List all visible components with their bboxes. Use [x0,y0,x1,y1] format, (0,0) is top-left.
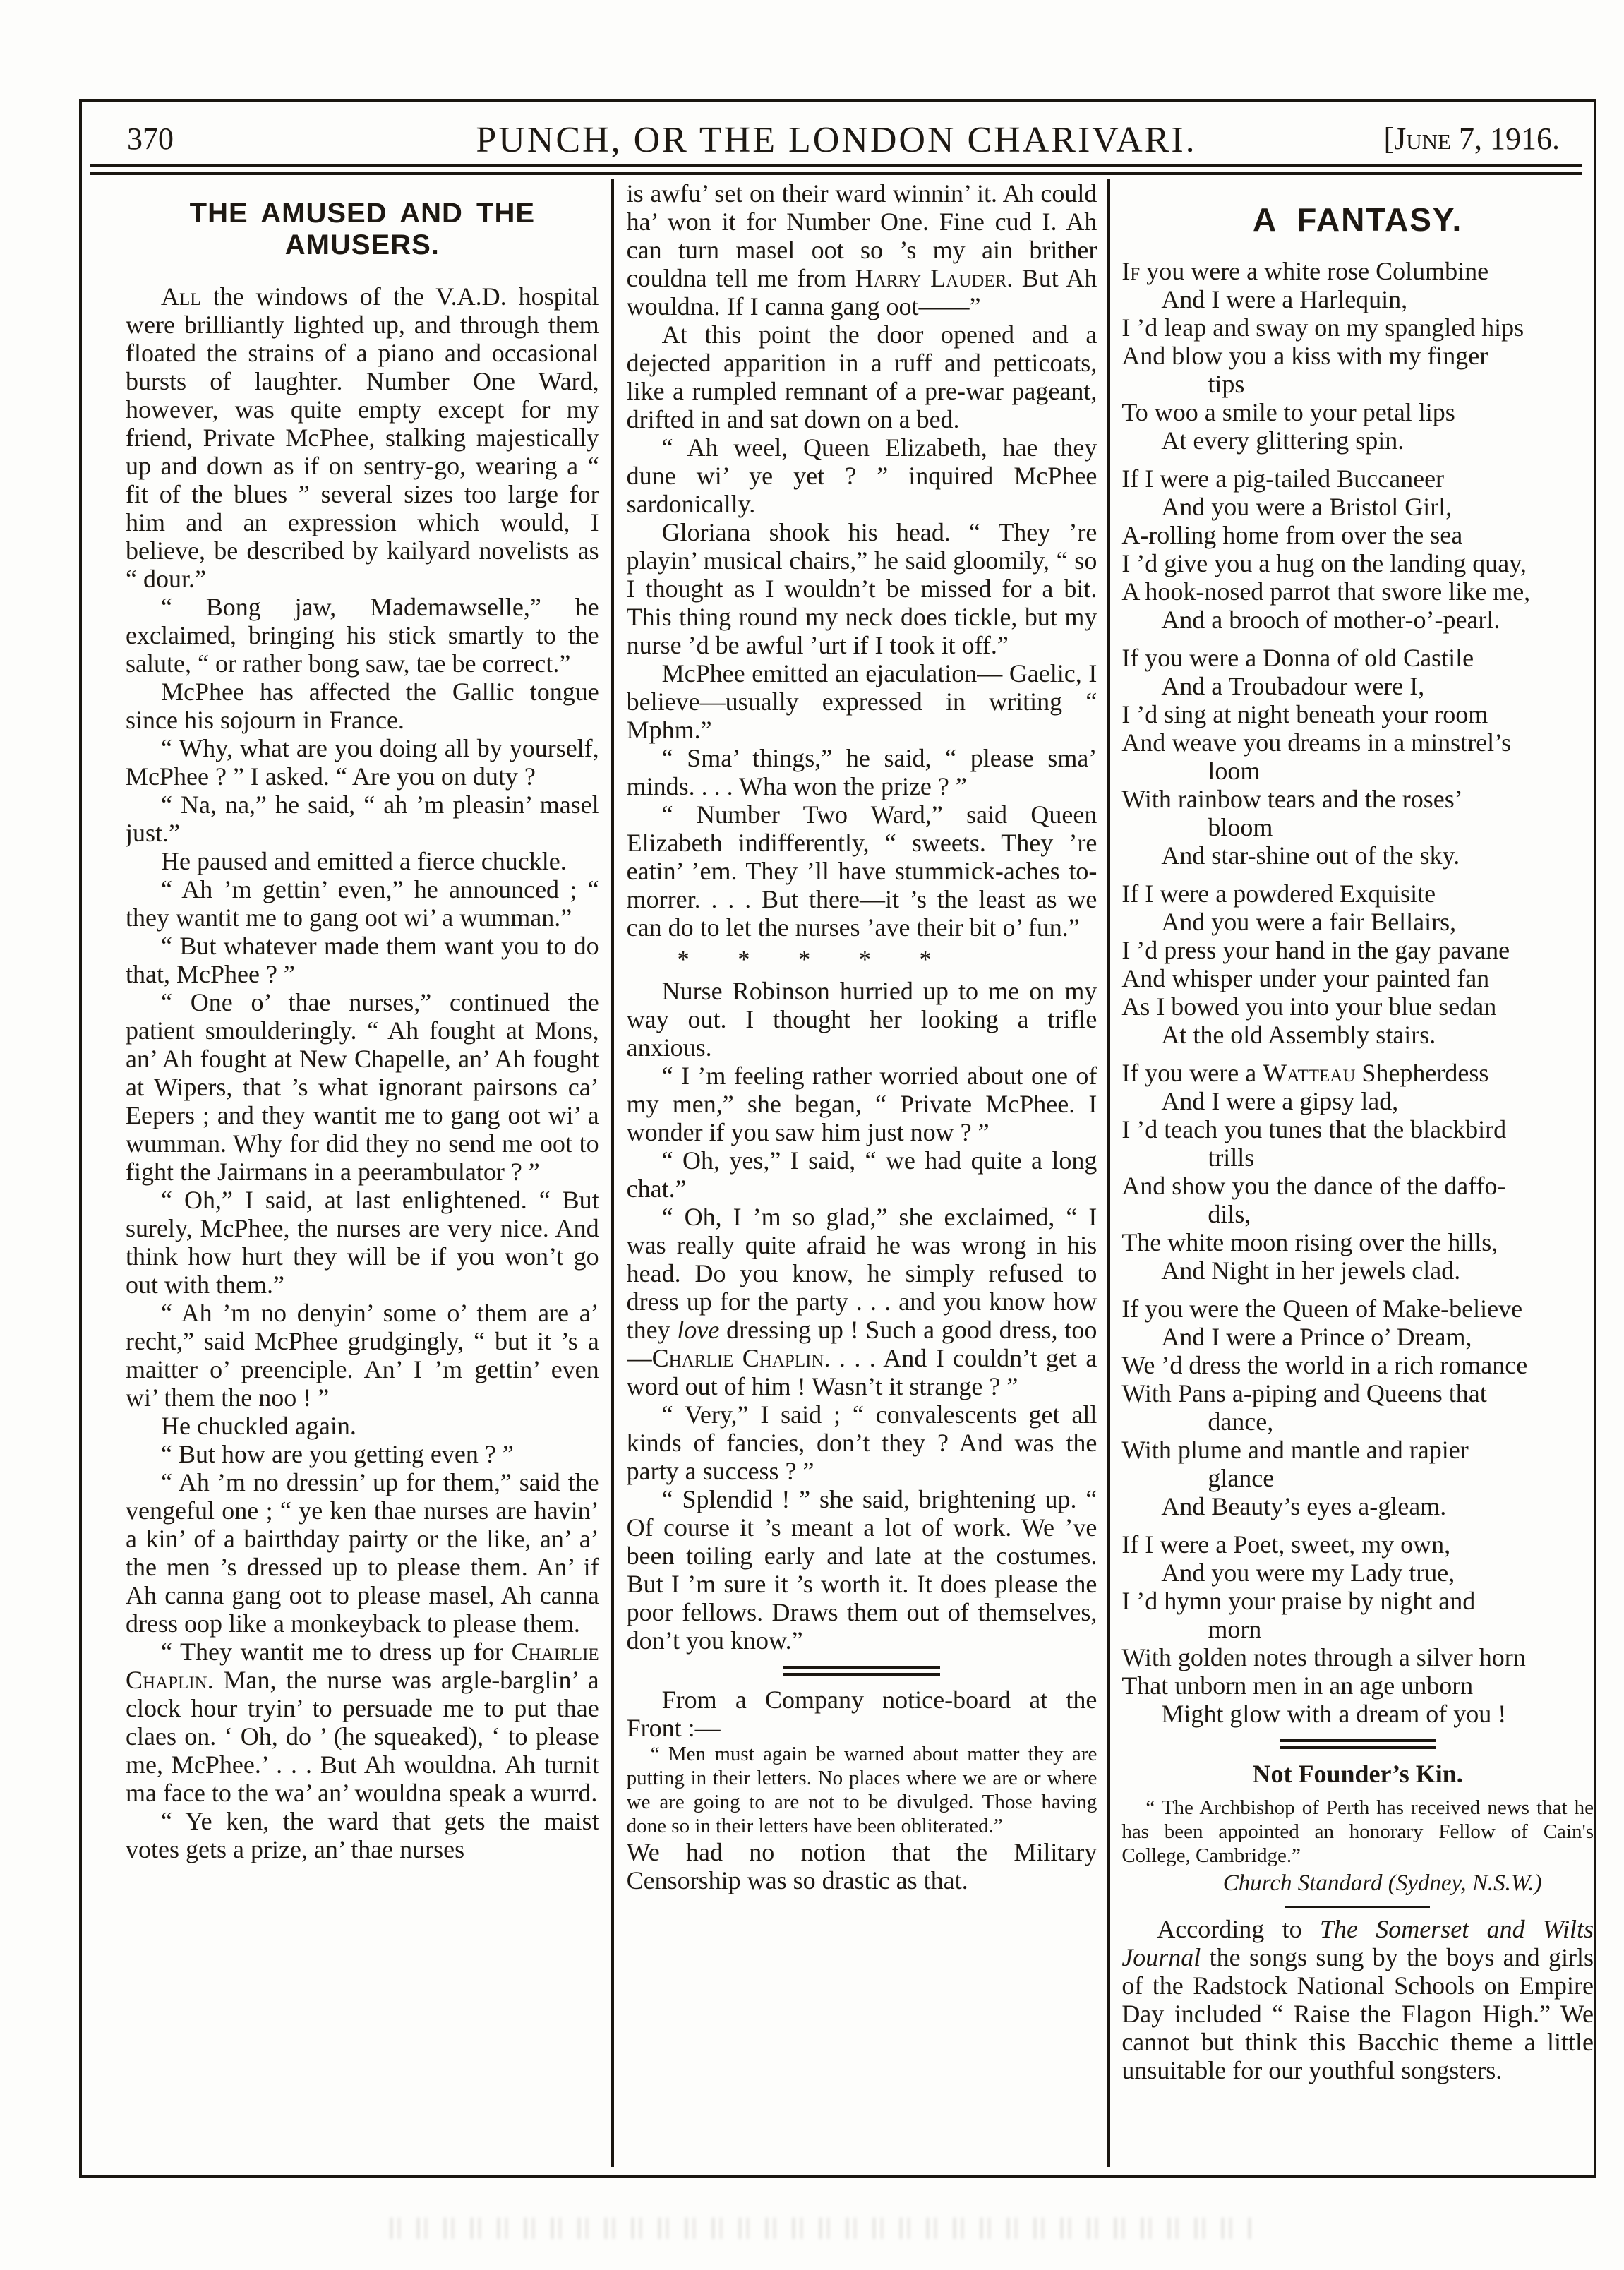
paragraph: “ Oh, I ’m so glad,” she exclaimed, “ I was really quite afraid he was wrong in his head. Do you know, he simply refused to dress up for the party . . . and you know how they love dressing up ! Such a good dress, too—Charlie Chaplin. . . . And I couldn’t get a word out of him ! Wasn’t it strange ? ” [626,1203,1097,1400]
paragraph: “ Bong jaw, Mademawselle,” he exclaimed, bringing his stick smartly to the salute, “ or rather bong saw, tae be correct.” [126,593,599,678]
poem-line: And star-shine out of the sky. [1161,841,1460,870]
paragraph: McPhee emitted an ejaculation— Gaelic, I believe—usually expressed in writing “ Mphm.” [626,659,1097,744]
column-1 [126,179,599,2167]
section-break-stars [678,947,932,973]
column-2-text-bottom [627,977,1097,1655]
poem-stanza [1121,1295,1594,1520]
poem-line: We ’d dress the world in a rich romance [1121,1351,1528,1379]
poem-line: dils, [1208,1200,1251,1228]
poem-line: glance [1208,1464,1275,1492]
paragraph: McPhee has affected the Gallic tongue since his sojourn in France. [126,678,599,734]
paragraph: He chuckled again. [161,1412,356,1440]
poem-line: If I were a Poet, sweet, my own, [1121,1530,1451,1559]
column-rule-1 [611,179,614,2167]
poem-line: As I bowed you into your blue sedan [1121,992,1497,1021]
poem-line: Might glow with a dream of you ! [1161,1700,1507,1728]
column-1-text [126,282,599,1863]
poem-line: With Pans a-piping and Queens that [1121,1379,1487,1407]
poem-line: At the old Assembly stairs. [1161,1021,1436,1049]
poem-line: And you were a Bristol Girl, [1161,493,1452,521]
column-2 [627,179,1097,2167]
paragraph: “ Sma’ things,” he said, “ please sma’ minds. . . . Wha won the prize ? ” [626,744,1097,800]
poem-stanza [1121,464,1594,634]
paragraph: “ Oh,” I said, at last enlightened. “ But surely, McPhee, the nurses are very nice. And think how hurt they will be if you won’t go out with them.” [126,1186,599,1299]
poem-line: At every glittering spin. [1161,426,1405,455]
poem-line: A hook-nosed parrot that swore like me, [1121,577,1531,606]
column-layout [85,179,1594,2167]
asterisk: * [858,947,871,973]
poem-line: And Night in her jewels clad. [1161,1256,1461,1285]
poem-stanza [1121,879,1594,1049]
somerset-paragraph: According to The Somerset and Wilts Journal the songs sung by the boys and girls of the Radstock National Schools on Empire Day included “ Raise the Flagon High.” We cannot but think this Bacchic theme a little unsuitable for our youthful songsters. [1121,1915,1594,2084]
paragraph: “ Ah ’m gettin’ even,” he announced ; “ they wantit me to gang oot wi’ a wumman.” [126,875,599,932]
founders-kin-heading: Not Founder’s Kin. [1252,1760,1463,1788]
poem-line: If you were a Donna of old Castile [1121,644,1474,672]
paragraph: is awfu’ set on their ward winnin’ it. Ah could ha’ won it for Number One. Fine cud I. Ah can turn masel oot so ’s my ain brither couldna tell me from Harry Lauder. But Ah wouldna. If I canna gang oot——” [626,179,1097,320]
poem-line: And I were a gipsy lad, [1161,1087,1399,1115]
poem-line: And you were my Lady true, [1161,1559,1455,1587]
poem-line: And you were a fair Bellairs, [1161,908,1457,936]
poem-line: A-rolling home from over the sea [1121,521,1463,549]
poem-line: dance, [1208,1407,1274,1436]
section-single-rule [1285,1906,1430,1908]
paragraph: “ Very,” I said ; “ convalescents get all kinds of fancies, don’t they ? And was the party a success ? ” [626,1400,1097,1485]
paragraph: “ Number Two Ward,” said Queen Elizabeth indifferently, “ sweets. They ’re eatin’ ’em. They ’ll have stummick-aches to-morrer. . . . But there—it ’s the least as we can do to let the nurses ’ave their bit o’ fun.” [626,800,1097,942]
paragraph: “ Ah ’m no denyin’ some o’ them are a’ recht,” said McPhee grudgingly, “ but it ’s a maitter o’ preenciple. An’ I ’m gettin’ even wi’ them the noo ! ” [126,1299,599,1412]
paragraph: “ Splendid ! ” she said, brightening up. “ Of course it ’s meant a lot of work. We ’ve been toiling early and late at the costumes. But I ’m sure it ’s worth it. It does please the poor fellows. Draws them out of themselves, don’t you know.” [626,1485,1097,1655]
poem-line: bloom [1208,813,1273,841]
publication-title: PUNCH, OR THE LONDON CHARIVARI. [476,120,1197,160]
quote-attribution: Church Standard (Sydney, N.S.W.) [1222,1870,1542,1896]
page-header [82,103,1591,162]
poem-line: And a Troubadour were I, [1161,672,1425,700]
paragraph: “ One o’ thae nurses,” continued the patient smoulderingly. “ Ah fought at Mons, an’ Ah fought at New Chapelle, an’ Ah fought at Wipers, that ’s what ignorant pairsons ca’ Eepers ; and they wantit me to gang oot wi’ a wumman. Why for did they no send me oot to fight the Jairmans in a peerambulator ? ” [126,988,599,1186]
poem-line: With rainbow tears and the roses’ [1121,785,1463,813]
poem-line: With golden notes through a silver horn [1121,1643,1526,1671]
header-double-rule [90,164,1582,175]
poem-line: If you were the Queen of Make-believe [1121,1295,1523,1323]
poem-line: And Beauty’s eyes a-gleam. [1161,1492,1447,1520]
paragraph: “ Ah weel, Queen Elizabeth, hae they dune wi’ ye yet ? ” inquired McPhee sardonically. [626,433,1097,518]
poem-title: A FANTASY. [1253,201,1463,238]
paragraph: “ Na, na,” he said, “ ah ’m pleasin’ masel just.” [126,791,599,847]
section-double-rule [783,1666,940,1676]
asterisk: * [798,947,811,973]
paragraph: At this point the door opened and a dejected apparition in a ruff and petticoats, like a rumpled remnant of a pre-war pageant, drifted in and sat down on a bed. [626,320,1097,433]
poem-line: And blow you a kiss with my finger [1121,342,1488,370]
paragraph: Gloriana shook his head. “ They ’re playin’ musical chairs,” he said gloomily, “ so I thought as I wouldn’t be missed for a bit. This thing round my neck does tickle, but my nurse ’d be awful ’urt if I took it off.” [626,518,1097,659]
paragraph: “ I ’m feeling rather worried about one of my men,” she began, “ Private McPhee. I wonder if you saw him just now ? ” [626,1062,1097,1146]
poem-line: And whisper under your painted fan [1121,964,1490,992]
page-number: 370 [127,121,174,156]
column-2-text-top [627,179,1097,942]
poem-line: That unborn men in an age unborn [1121,1671,1474,1700]
paragraph: “ Oh, yes,” I said, “ we had quite a long chat.” [626,1146,1097,1203]
poem-line: And a brooch of mother-o’-pearl. [1161,606,1500,634]
poem-line: If you were a Watteau Shepherdess [1121,1059,1489,1087]
paragraph: Nurse Robinson hurried up to me on my way out. I thought her looking a trifle anxious. [626,977,1097,1062]
poem-line: I ’d teach you tunes that the blackbird [1121,1115,1507,1143]
poem-line: morn [1208,1615,1262,1643]
notice-quote: “ Men must again be warned about matter they are putting in their letters. No places where we are or where we are going to are not to be divulged. Those having done so in their letters have been obliterated.” [626,1743,1097,1837]
section-double-rule [1280,1739,1436,1749]
poem-line: trills [1208,1143,1255,1172]
poem [1121,257,1594,1728]
poem-stanza [1121,644,1594,870]
poem-stanza [1121,1059,1594,1285]
poem-line: If I were a powdered Exquisite [1121,879,1436,908]
notice-intro: From a Company notice-board at the Front :— [626,1686,1097,1742]
paragraph: “ Ye ken, the ward that gets the maist votes gets a prize, an’ thae nurses [126,1807,599,1863]
asterisk: * [677,947,690,973]
founders-kin-quote: “ The Archbishop of Perth has received news that he has been appointed an honorary Fellow of Cain's College, Cambridge.” [1121,1796,1594,1867]
article-title: THE AMUSED AND THE AMUSERS. [189,198,536,260]
poem-line: And I were a Harlequin, [1161,285,1408,313]
paragraph: He paused and emitted a fierce chuckle. [161,847,567,875]
poem-line: loom [1208,757,1261,785]
paragraph: “ But how are you getting even ? ” [161,1440,514,1468]
poem-line: And I were a Prince o’ Dream, [1161,1323,1472,1351]
issue-date: [June 7, 1916. [1383,121,1560,156]
poem-line: I ’d hymn your praise by night and [1121,1587,1476,1615]
paragraph: “ Ah ’m no dressin’ up for them,” said the vengeful one ; “ ye ken thae nurses are havin’ a kin’ of a bairthday pairty or the like, an’ a’ the men ’s dressed up to please them. An’ if Ah canna gang oot to please masel, Ah canna dress oop like a monkeyback to please them. [126,1468,599,1638]
paragraph: All the windows of the V.A.D. hospital were brilliantly lighted up, and through them floated the strains of a piano and occasional bursts of laughter. Number One Ward, however, was quite empty except for my friend, Private McPhee, stalking majestically up and down as if on sentry-go, wearing a “ fit of the blues ” several sizes too large for him and an expression which would, I believe, be described by kailyard novelists as “ dour.” [126,282,599,593]
column-rule-2 [1107,179,1110,2167]
paragraph: “ Why, what are you doing all by yourself, McPhee ? ” I asked. “ Are you on duty ? [126,734,599,791]
poem-line: With plume and mantle and rapier [1121,1436,1469,1464]
asterisk: * [919,947,932,973]
poem-line: I ’d sing at night beneath your room [1121,700,1488,728]
column-3 [1121,179,1594,2167]
paragraph: “ But whatever made them want you to do that, McPhee ? ” [126,932,599,988]
asterisk: * [738,947,750,973]
poem-line: I ’d give you a hug on the landing quay, [1121,549,1527,577]
poem-line: I ’d press your hand in the gay pavane [1121,936,1510,964]
paragraph: “ They wantit me to dress up for Chairlie Chaplin. Man, the nurse was argle-barglin’ a clock hour tryin’ to persuade me to put thae claes on. ‘ Oh, do ’ (he squeaked), ‘ to please me, McPhee.’ . . . But Ah wouldna. Ah turnit ma face to the wa’ an’ wouldna speak a wurrd. [126,1638,599,1807]
poem-line: To woo a smile to your petal lips [1121,398,1455,426]
poem-line: I ’d leap and sway on my spangled hips [1121,313,1524,342]
notice-comment: We had no notion that the Military Censorship was so drastic as that. [626,1838,1097,1894]
poem-line: If I were a pig-tailed Buccaneer [1121,464,1445,493]
poem-line: tips [1208,370,1245,398]
poem-stanza [1121,1530,1594,1728]
poem-stanza [1121,257,1594,455]
poem-line: And show you the dance of the daffo- [1121,1172,1506,1200]
poem-line: If you were a white rose Columbine [1121,257,1489,285]
poem-line: The white moon rising over the hills, [1121,1228,1498,1256]
poem-line: And weave you dreams in a minstrel’s [1121,728,1512,757]
print-bleed-artifact [381,2218,1256,2239]
